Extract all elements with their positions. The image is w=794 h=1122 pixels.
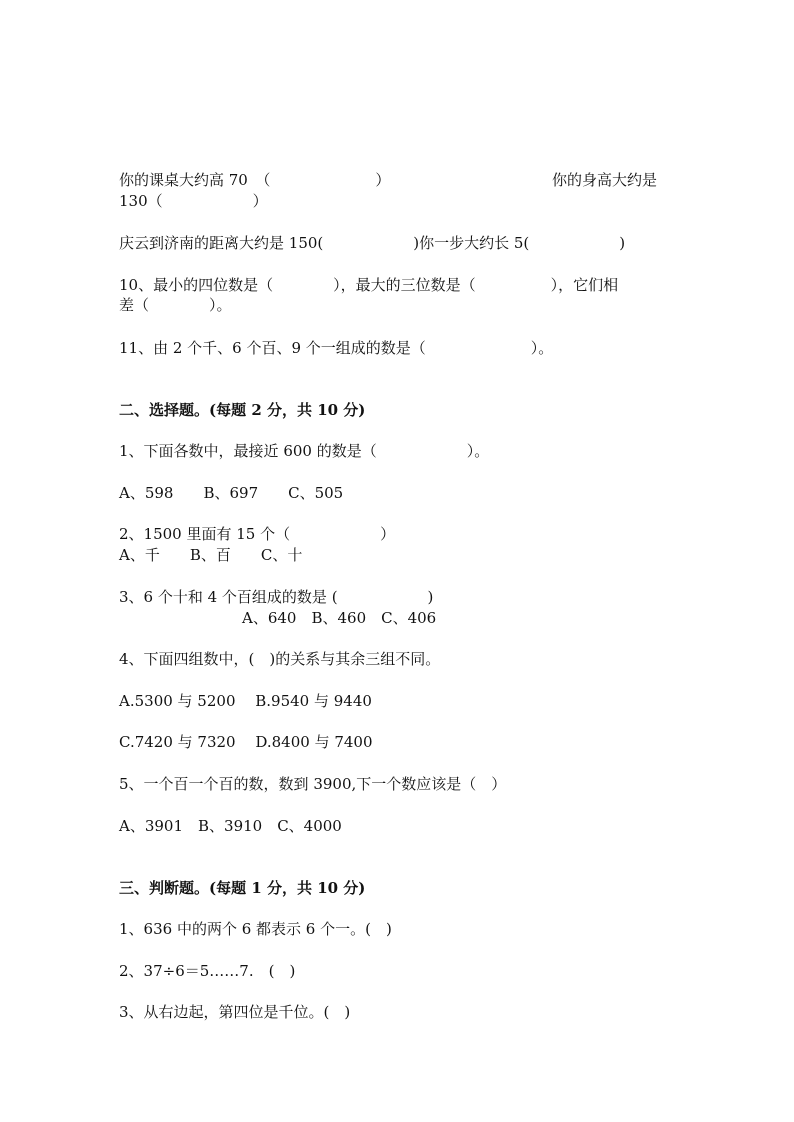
choice-question-3-options: A、640 B、460 C、406 [242, 609, 437, 627]
choice-question-4-options-cd: C.7420 与 7320 D.8400 与 7400 [119, 733, 373, 751]
choice-question-5: 5、一个百一个百的数，数到 3900,下一个数应该是（ ） [119, 775, 507, 793]
choice-question-4-options-ab: A.5300 与 5200 B.9540 与 9440 [119, 692, 372, 710]
section-3-heading: 三、判断题。(每题 1 分，共 10 分) [119, 879, 366, 897]
choice-question-2: 2、1500 里面有 15 个（ ） [119, 525, 396, 543]
section-2-heading: 二、选择题。(每题 2 分，共 10 分) [119, 401, 366, 419]
distance-step-question: 庆云到济南的距离大约是 150( )你一步大约长 5( ) [119, 234, 626, 252]
choice-question-4: 4、下面四组数中，( )的关系与其余三组不同。 [119, 650, 441, 668]
question-10-line-2: 差（ ）。 [119, 296, 232, 314]
body-height-question: 你的身高大约是 [552, 171, 658, 189]
judge-question-2: 2、37÷6＝5……7. ( ) [119, 962, 296, 980]
question-11: 11、由 2 个千、6 个百、9 个一组成的数是（ ）。 [119, 339, 554, 357]
question-10-line-1: 10、最小的四位数是（ ），最大的三位数是（ ），它们相 [119, 276, 619, 294]
desk-height-question: 你的课桌大约高 70 （ ） [119, 171, 391, 189]
choice-question-1: 1、下面各数中，最接近 600 的数是（ ）。 [119, 442, 490, 460]
choice-question-2-options: A、千 B、百 C、十 [119, 546, 303, 564]
judge-question-3: 3、从右边起，第四位是千位。( ) [119, 1003, 351, 1021]
choice-question-3: 3、6 个十和 4 个百组成的数是 ( ) [119, 588, 434, 606]
judge-question-1: 1、636 中的两个 6 都表示 6 个一。( ) [119, 920, 392, 938]
choice-question-5-options: A、3901 B、3910 C、4000 [119, 817, 342, 835]
body-height-continuation: 130（ ） [119, 192, 268, 210]
choice-question-1-options: A、598 B、697 C、505 [119, 484, 344, 502]
